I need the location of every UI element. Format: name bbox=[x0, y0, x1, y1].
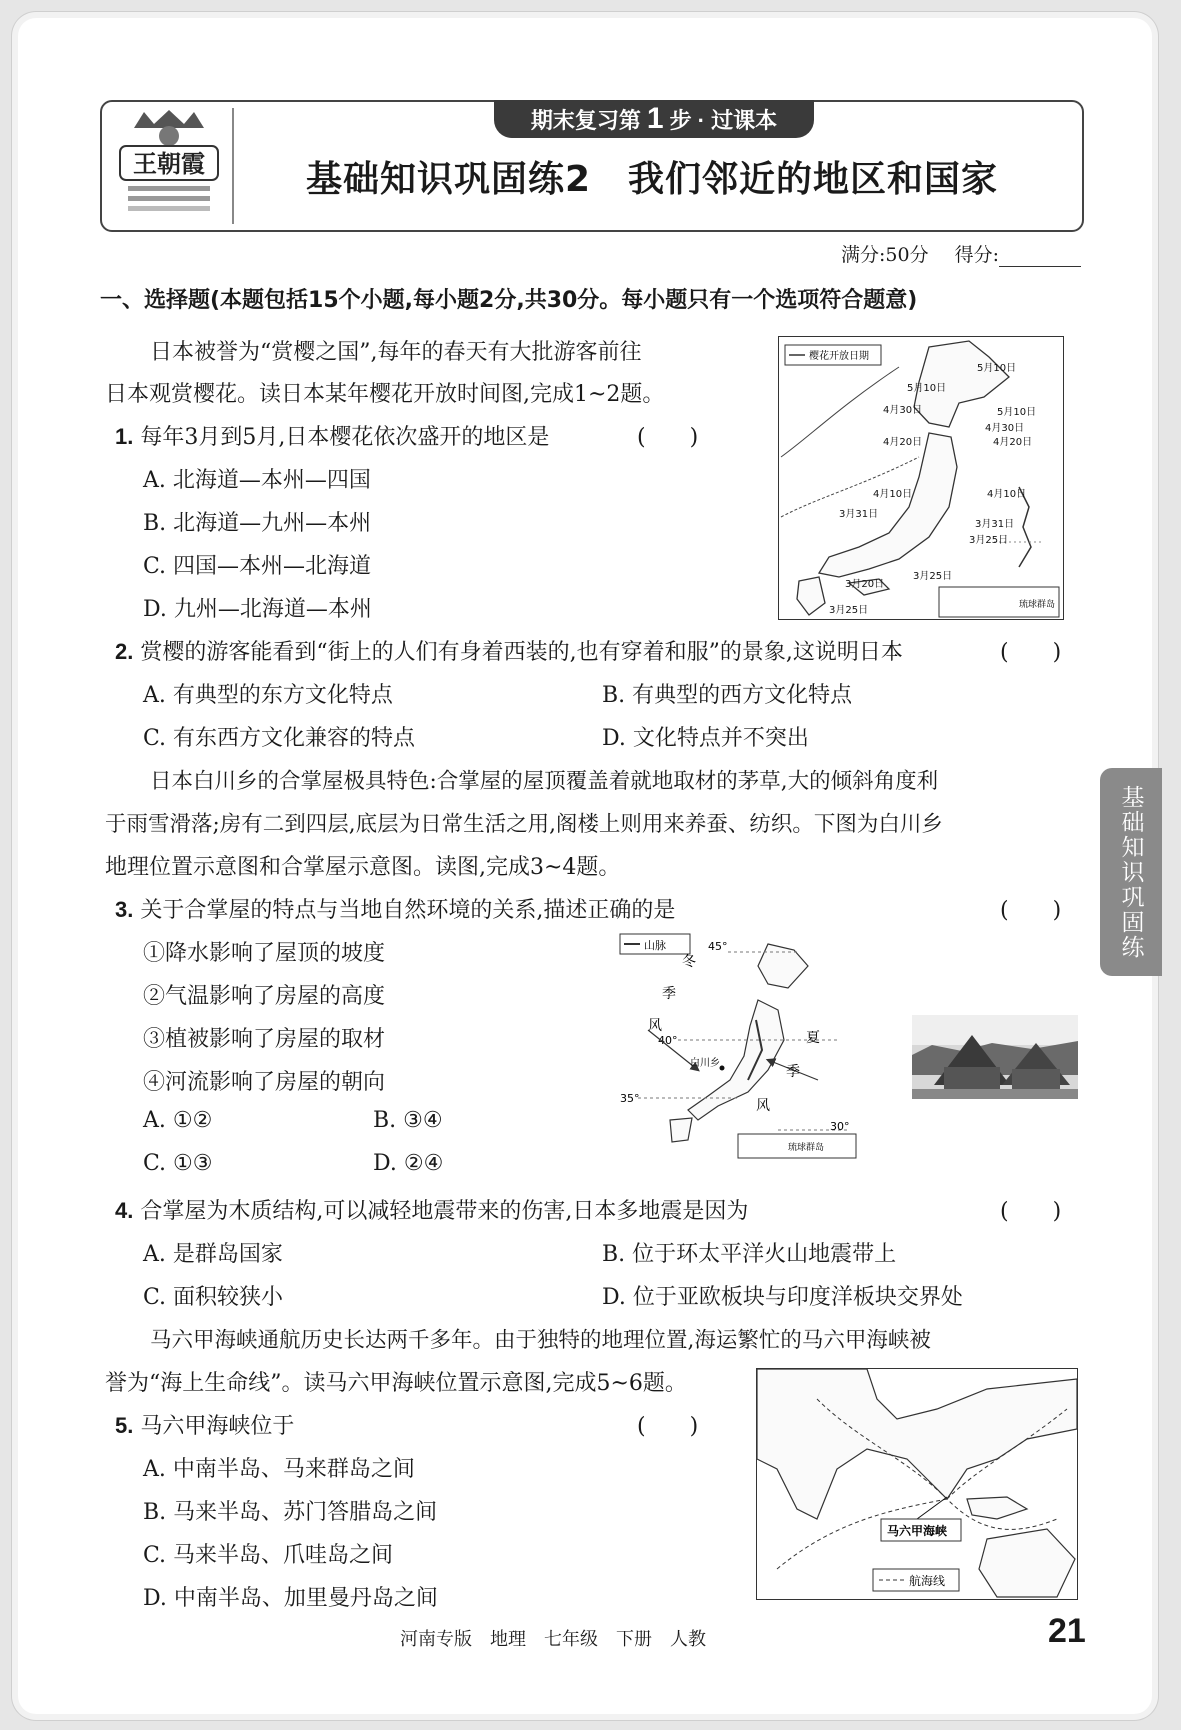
svg-text:4月10日: 4月10日 bbox=[873, 489, 913, 500]
q4-stem: 4. 合掌屋为木质结构,可以减轻地震带来的伤害,日本多地震是因为 bbox=[115, 1198, 749, 1224]
q5-option-a[interactable]: A. 中南半岛、马来群岛之间 bbox=[143, 1457, 415, 1482]
svg-text:季: 季 bbox=[662, 986, 676, 1002]
q3-option-b[interactable]: B. ③④ bbox=[373, 1108, 443, 1133]
svg-text:45°: 45° bbox=[708, 940, 728, 953]
q5-stem: 5. 马六甲海峡位于 bbox=[115, 1413, 295, 1439]
q1-option-c[interactable]: C. 四国—本州—北海道 bbox=[143, 554, 372, 579]
svg-text:3月31日: 3月31日 bbox=[975, 519, 1015, 530]
q2-answer-paren[interactable]: ( ) bbox=[1000, 640, 1062, 665]
q2-option-c[interactable]: C. 有东西方文化兼容的特点 bbox=[143, 726, 416, 751]
q2-option-d[interactable]: D. 文化特点并不突出 bbox=[602, 726, 809, 751]
svg-text:3月31日: 3月31日 bbox=[839, 509, 879, 520]
svg-text:5月10日: 5月10日 bbox=[997, 407, 1037, 418]
svg-text:30°: 30° bbox=[830, 1120, 850, 1133]
svg-text:4月30日: 4月30日 bbox=[985, 423, 1025, 434]
logo-divider bbox=[232, 108, 234, 224]
score-blank[interactable] bbox=[999, 246, 1081, 267]
q2-stem: 2. 赏樱的游客能看到“街上的人们有身着西装的,也有穿着和服”的景象,这说明日本 bbox=[115, 639, 903, 665]
q3-option-d[interactable]: D. ②④ bbox=[373, 1151, 444, 1176]
svg-text:3月25日: 3月25日 bbox=[969, 535, 1009, 546]
map-malacca bbox=[756, 1368, 1078, 1600]
map1-legend: 樱花开放日期 bbox=[809, 351, 869, 362]
tab-pre: 期末复习第 bbox=[530, 107, 641, 133]
q1-option-b[interactable]: B. 北海道—九州—本州 bbox=[143, 511, 372, 536]
map-cherry-blossom bbox=[778, 336, 1064, 620]
page-number: 21 bbox=[1048, 1612, 1086, 1650]
q1-option-d[interactable]: D. 九州—北海道—本州 bbox=[143, 597, 372, 622]
svg-text:40°: 40° bbox=[658, 1034, 678, 1047]
score-line bbox=[841, 240, 1081, 267]
honshu-shape bbox=[819, 433, 957, 577]
logo-text: 王朝霞 bbox=[133, 150, 205, 178]
publisher-logo bbox=[114, 110, 224, 218]
svg-text:季: 季 bbox=[786, 1064, 800, 1080]
section-title: 一、选择题(本题包括15个小题,每小题2分,共30分。每小题只有一个选项符合题意) bbox=[100, 288, 918, 313]
q3-item-2: ②气温影响了房屋的高度 bbox=[143, 984, 386, 1009]
svg-text:3月20日: 3月20日 bbox=[845, 579, 885, 590]
map3-legend: 航海线 bbox=[909, 1574, 946, 1588]
got-score: 得分: bbox=[955, 240, 1081, 267]
review-step-tab bbox=[494, 100, 814, 138]
passage1-line1: 日本被誉为“赏樱之国”,每年的春天有大批游客前往 bbox=[150, 340, 642, 365]
svg-text:冬: 冬 bbox=[682, 954, 696, 970]
svg-text:4月30日: 4月30日 bbox=[883, 405, 923, 416]
q4-option-c[interactable]: C. 面积较狭小 bbox=[143, 1285, 284, 1310]
q3-item-4: ④河流影响了房屋的朝向 bbox=[143, 1070, 386, 1095]
passage1-line2: 日本观赏樱花。读日本某年樱花开放时间图,完成1~2题。 bbox=[105, 382, 665, 407]
svg-text:4月20日: 4月20日 bbox=[993, 437, 1033, 448]
q1-answer-paren[interactable]: ( ) bbox=[637, 425, 699, 450]
svg-text:风: 风 bbox=[756, 1098, 770, 1114]
svg-text:4月10日: 4月10日 bbox=[987, 489, 1027, 500]
q4-option-d[interactable]: D. 位于亚欧板块与印度洋板块交界处 bbox=[602, 1285, 963, 1310]
svg-text:3月25日: 3月25日 bbox=[829, 605, 869, 616]
svg-text:35°: 35° bbox=[620, 1092, 640, 1105]
map2-legend: 山脉 bbox=[644, 939, 666, 952]
q2-option-a[interactable]: A. 有典型的东方文化特点 bbox=[143, 683, 393, 708]
q3-option-c[interactable]: C. ①③ bbox=[143, 1151, 213, 1176]
svg-text:5月10日: 5月10日 bbox=[977, 363, 1017, 374]
full-score: 满分:50分 bbox=[841, 244, 929, 266]
q5-answer-paren[interactable]: ( ) bbox=[637, 1414, 699, 1439]
header-banner bbox=[100, 100, 1084, 232]
q4-option-b[interactable]: B. 位于环太平洋火山地震带上 bbox=[602, 1242, 897, 1267]
q4-answer-paren[interactable]: ( ) bbox=[1000, 1199, 1062, 1224]
side-section-tab: 基础知识巩固练 bbox=[1100, 768, 1162, 976]
svg-text:4月20日: 4月20日 bbox=[883, 437, 923, 448]
footer-info: 河南专版 地理 七年级 下册 人教 bbox=[400, 1629, 706, 1650]
q1-option-a[interactable]: A. 北海道—本州—四国 bbox=[143, 468, 371, 493]
svg-text:风: 风 bbox=[648, 1018, 662, 1034]
q3-item-3: ③植被影响了房屋的取材 bbox=[143, 1027, 386, 1052]
q5-option-b[interactable]: B. 马来半岛、苏门答腊岛之间 bbox=[143, 1500, 438, 1525]
svg-text:夏: 夏 bbox=[806, 1030, 820, 1046]
map2-inset: 琉球群岛 bbox=[788, 1143, 825, 1153]
map-shirakawa bbox=[618, 930, 858, 1160]
passage2-line2: 于雨雪滑落;房有二到四层,底层为日常生活之用,阁楼上则用来养蚕、纺织。下图为白川乡 bbox=[105, 812, 943, 837]
q3-stem: 3. 关于合掌屋的特点与当地自然环境的关系,描述正确的是 bbox=[115, 897, 676, 923]
passage2-line3: 地理位置示意图和合掌屋示意图。读图,完成3~4题。 bbox=[105, 855, 621, 880]
map3-label: 马六甲海峡 bbox=[887, 1524, 948, 1538]
q5-option-d[interactable]: D. 中南半岛、加里曼丹岛之间 bbox=[143, 1586, 438, 1611]
tab-post: 步 · 过课本 bbox=[669, 107, 778, 133]
q4-option-a[interactable]: A. 是群岛国家 bbox=[143, 1242, 283, 1267]
page-title: 基础知识巩固练2 我们邻近的地区和国家 bbox=[305, 159, 999, 200]
kyushu-shape bbox=[797, 577, 825, 615]
q3-item-1: ①降水影响了屋顶的坡度 bbox=[143, 941, 386, 966]
tab-step-number: 1 bbox=[646, 102, 664, 135]
svg-text:5月10日: 5月10日 bbox=[907, 383, 947, 394]
q2-option-b[interactable]: B. 有典型的西方文化特点 bbox=[602, 683, 853, 708]
q3-answer-paren[interactable]: ( ) bbox=[1000, 898, 1062, 923]
passage3-line2: 誉为“海上生命线”。读马六甲海峡位置示意图,完成5~6题。 bbox=[105, 1371, 687, 1396]
svg-text:3月25日: 3月25日 bbox=[913, 571, 953, 582]
q1-stem: 1. 每年3月到5月,日本樱花依次盛开的地区是 bbox=[115, 424, 550, 450]
passage2-line1: 日本白川乡的合掌屋极具特色:合掌屋的屋顶覆盖着就地取材的茅草,大的倾斜角度利 bbox=[150, 769, 939, 794]
gassho-house-photo bbox=[912, 1015, 1078, 1099]
passage3-line1: 马六甲海峡通航历史长达两千多年。由于独特的地理位置,海运繁忙的马六甲海峡被 bbox=[150, 1328, 931, 1353]
map1-inset: 琉球群岛 bbox=[1019, 600, 1056, 610]
map2-place: 白川乡 bbox=[690, 1058, 720, 1069]
q5-option-c[interactable]: C. 马来半岛、爪哇岛之间 bbox=[143, 1543, 394, 1568]
q3-option-a[interactable]: A. ①② bbox=[143, 1108, 213, 1133]
